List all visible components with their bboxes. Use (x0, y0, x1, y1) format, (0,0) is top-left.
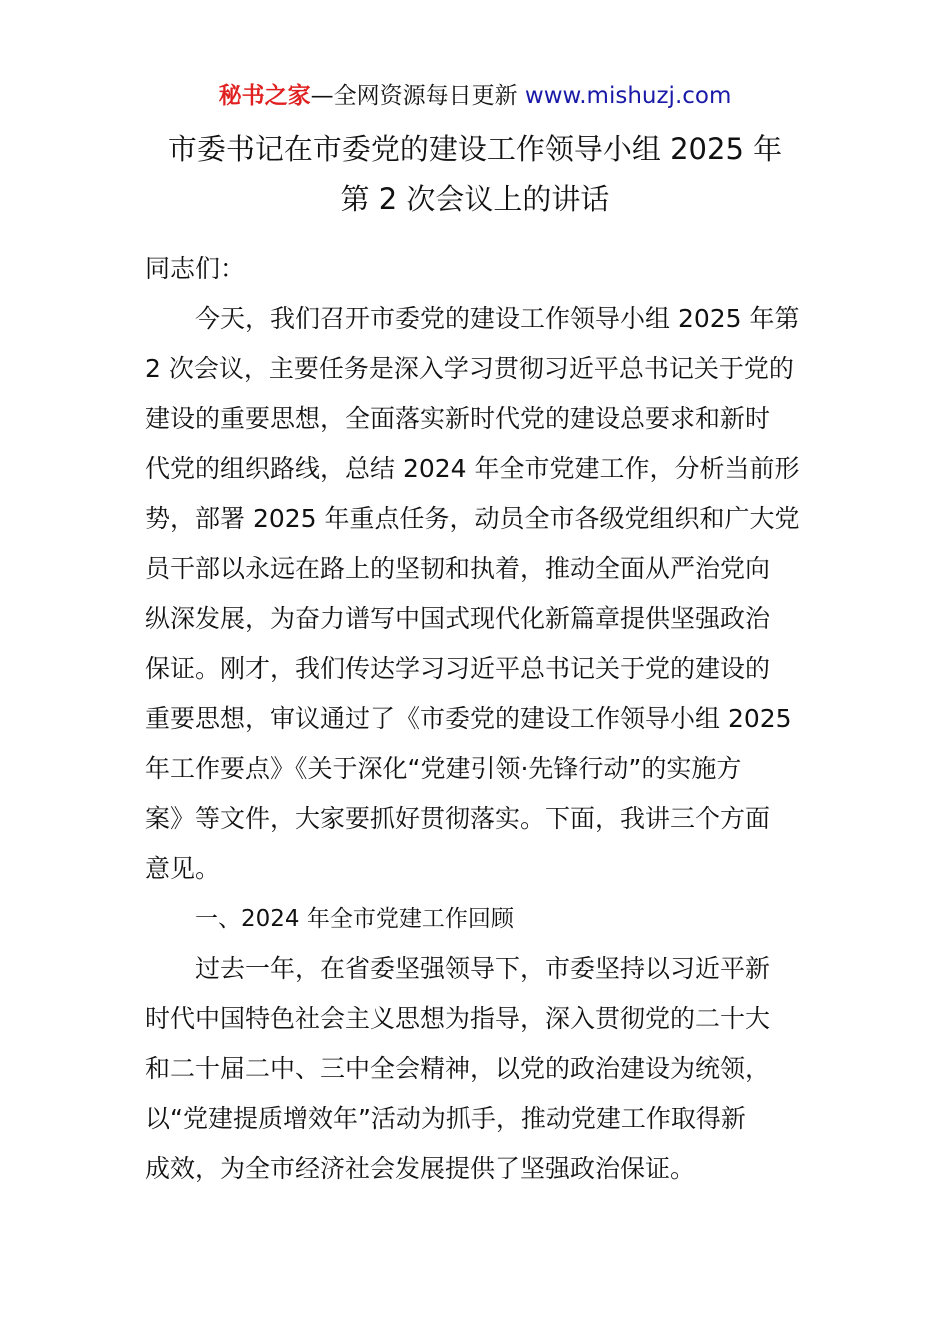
paragraph-line: 过去一年，在省委坚强领导下，市委坚持以习近平新 (195, 954, 771, 983)
paragraph-line: 时代中国特色社会主义思想为指导，深入贯彻党的二十大 (145, 1004, 771, 1033)
paragraph-line: 2 次会议，主要任务是深入学习贯彻习近平总书记关于党的 (145, 354, 794, 383)
document-title-line-2: 第 2 次会议上的讲话 (340, 182, 610, 216)
paragraph-line: 和二十届二中、三中全会精神，以党的政治建设为统领， (145, 1054, 771, 1083)
paragraph-line: 重要思想，审议通过了《市委党的建设工作领导小组 2025 (145, 704, 792, 733)
section-heading-1: 一、2024 年全市党建工作回顾 (195, 906, 514, 932)
paragraph-line: 今天，我们召开市委党的建设工作领导小组 2025 年第 (195, 304, 800, 333)
paragraph-line: 案》等文件，大家要抓好贯彻落实。下面，我讲三个方面 (145, 804, 771, 833)
paragraph-line: 势，部署 2025 年重点任务，动员全市各级党组织和广大党 (145, 504, 800, 533)
document-title (100, 124, 850, 224)
site-brand: 秘书之家 (218, 83, 311, 109)
paragraph-line: 年工作要点》《关于深化“党建引领·先锋行动”的实施方 (145, 754, 742, 783)
site-tagline: —全网资源每日更新 (310, 83, 518, 109)
document-body (145, 244, 815, 1194)
paragraph-review (145, 944, 815, 1194)
salutation: 同志们： (145, 254, 246, 283)
paragraph-opening (145, 294, 815, 894)
paragraph-line: 意见。 (145, 854, 221, 883)
paragraph-line: 以“党建提质增效年”活动为抓手，推动党建工作取得新 (145, 1104, 746, 1133)
document-title-line-1: 市委书记在市委党的建设工作领导小组 2025 年 (167, 132, 783, 166)
paragraph-line: 员干部以永远在路上的坚韧和执着，推动全面从严治党向 (145, 554, 771, 583)
site-header (0, 80, 950, 112)
paragraph-line: 保证。刚才，我们传达学习习近平总书记关于党的建设的 (145, 654, 771, 683)
paragraph-line: 纵深发展，为奋力谱写中国式现代化新篇章提供坚强政治 (145, 604, 771, 633)
paragraph-line: 建设的重要思想，全面落实新时代党的建设总要求和新时 (145, 404, 771, 433)
paragraph-line: 成效，为全市经济社会发展提供了坚强政治保证。 (145, 1154, 696, 1183)
paragraph-line: 代党的组织路线，总结 2024 年全市党建工作，分析当前形 (145, 454, 800, 483)
site-url[interactable]: www.mishuzj.com (524, 83, 732, 109)
